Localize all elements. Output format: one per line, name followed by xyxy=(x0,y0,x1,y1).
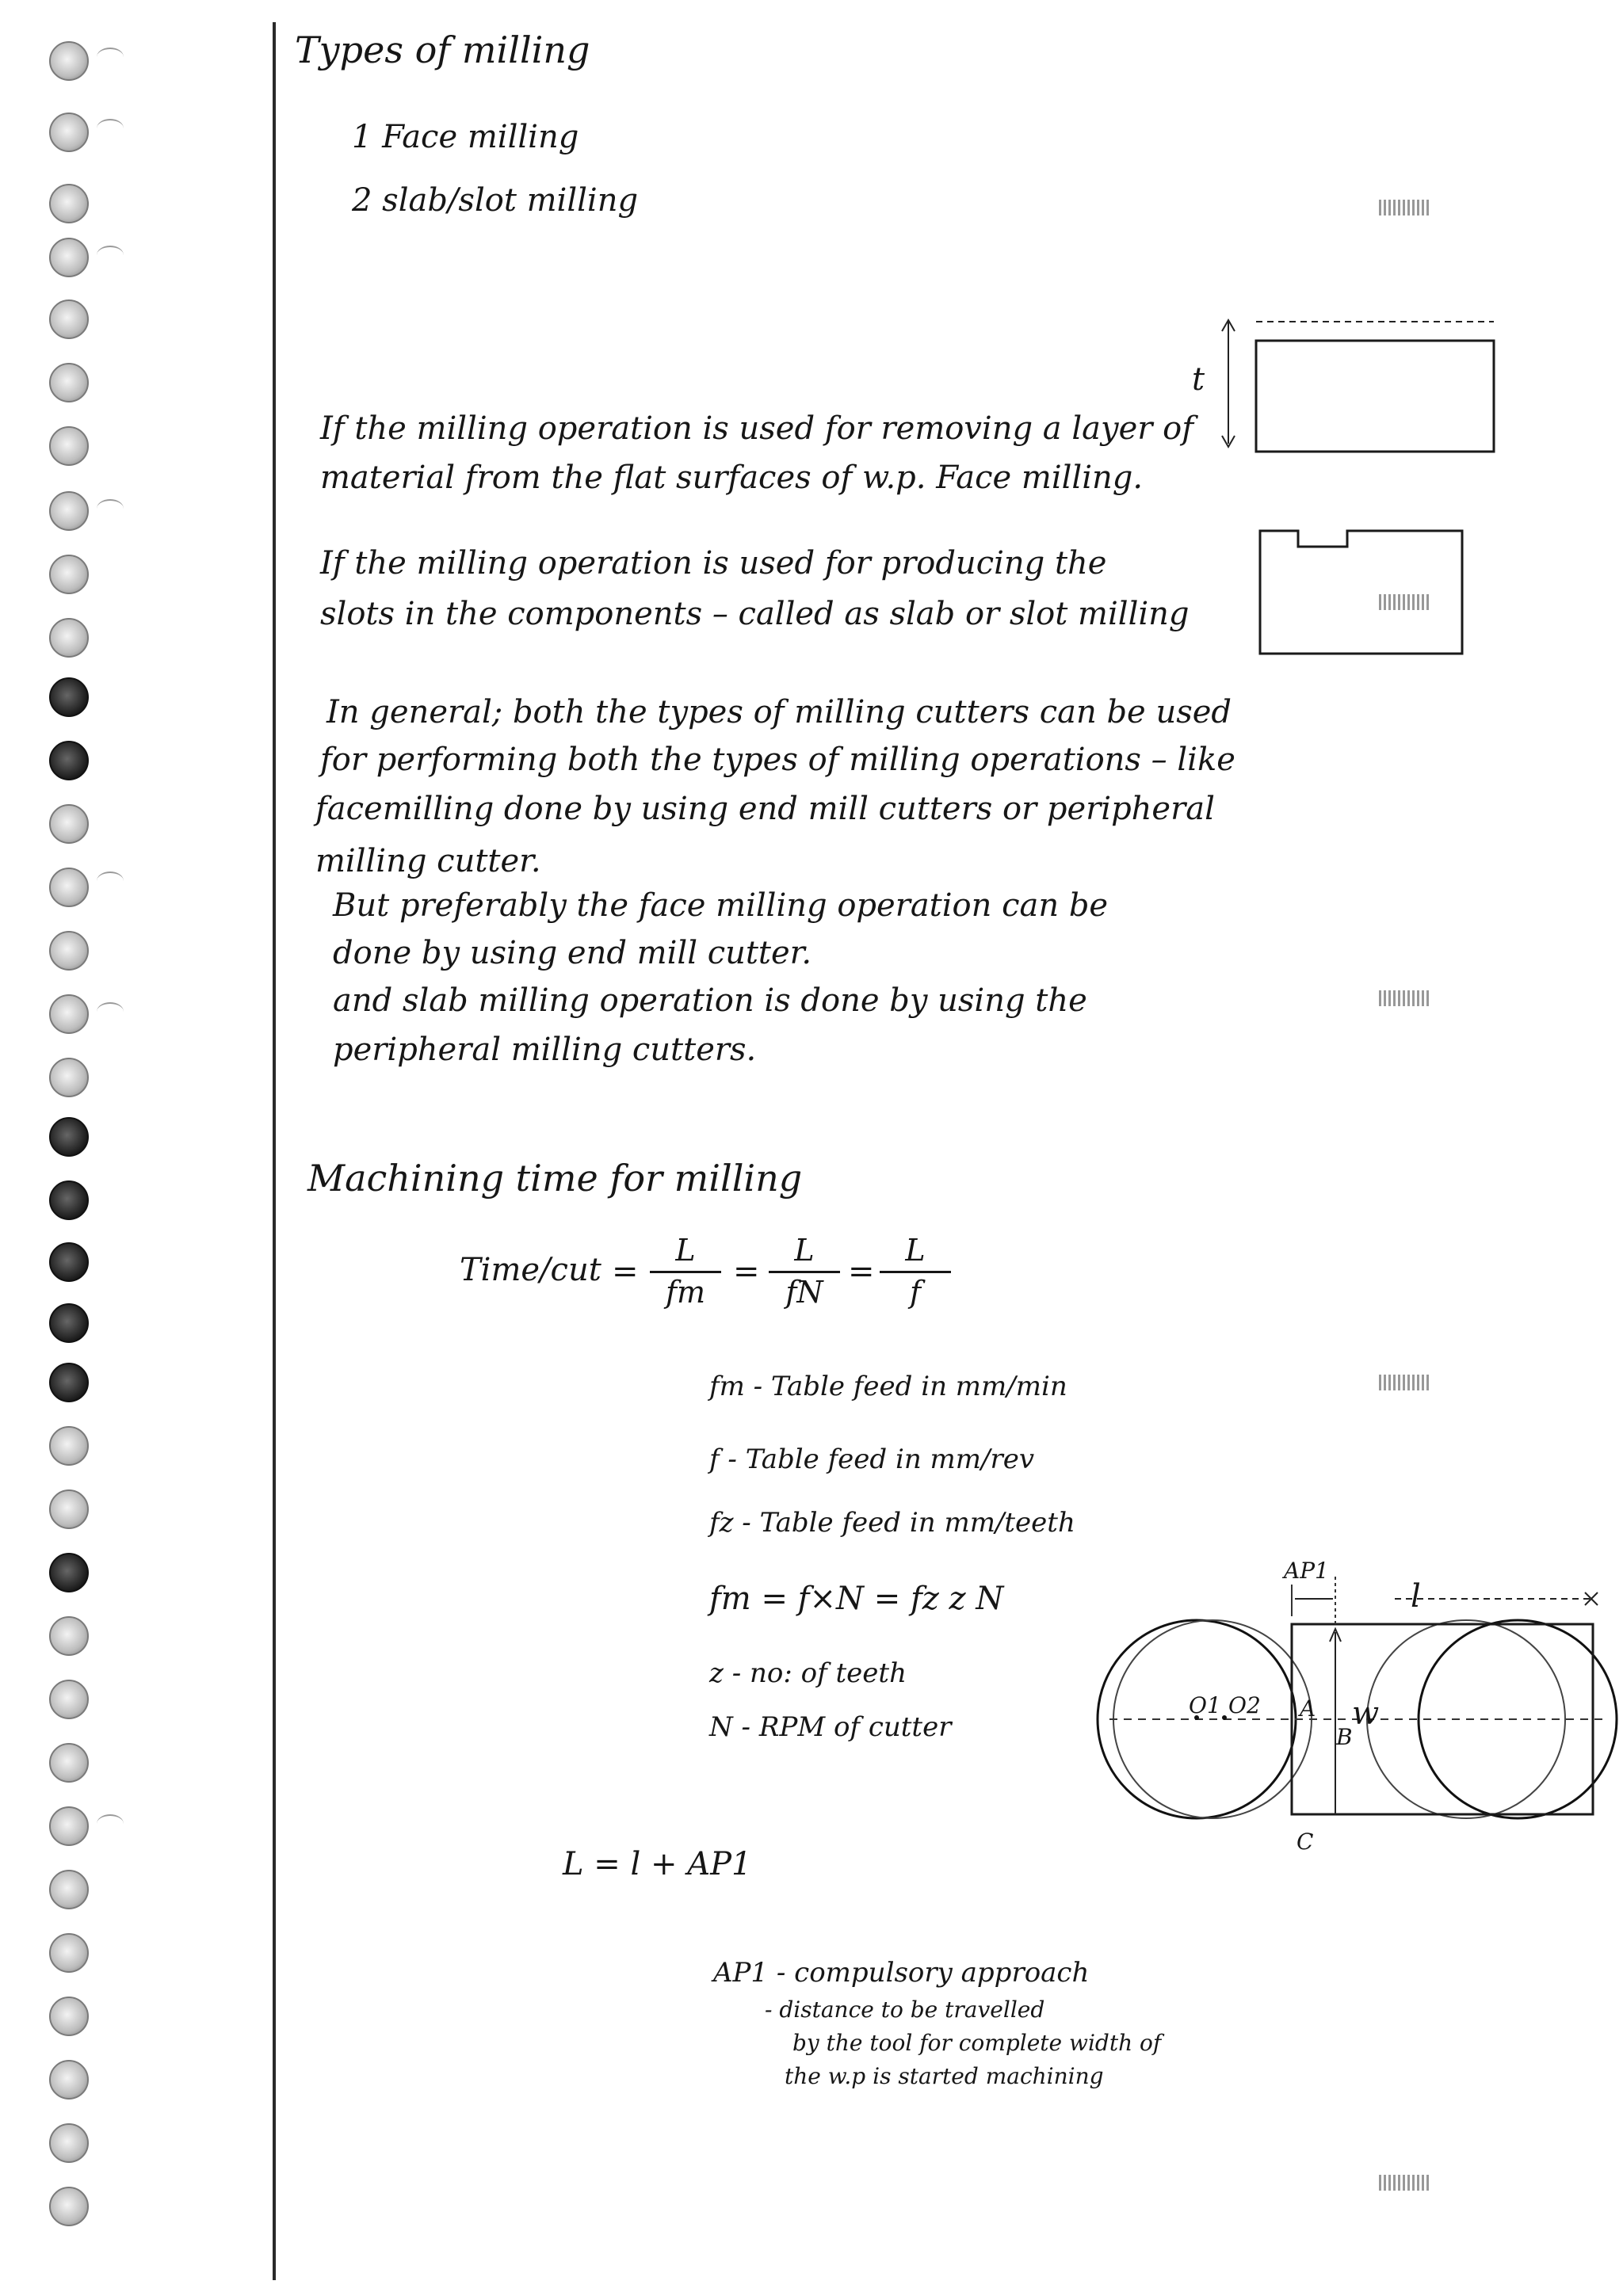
binder-hole xyxy=(49,994,89,1034)
binder-hole xyxy=(49,1806,89,1846)
equals-sign: = xyxy=(848,1253,875,1290)
fraction-denominator: f xyxy=(909,1275,922,1310)
binder-hole xyxy=(49,1870,89,1909)
length-label: l xyxy=(1411,1578,1421,1615)
definition-fz: fz - Table feed in mm/teeth xyxy=(709,1507,1075,1539)
binder-hole xyxy=(49,2123,89,2163)
binder-hole xyxy=(49,1933,89,1973)
hole-arc xyxy=(97,246,124,265)
binder-hole xyxy=(49,41,89,81)
fraction-numerator: L xyxy=(880,1233,951,1273)
binder-hole xyxy=(49,1426,89,1466)
definition-fm: fm - Table feed in mm/min xyxy=(709,1371,1067,1402)
binder-hole xyxy=(49,1743,89,1783)
general-line: milling cutter. xyxy=(315,843,541,879)
fraction-l-fn xyxy=(769,1233,840,1310)
time-per-cut-label: Time/cut xyxy=(460,1252,601,1288)
hole-arc xyxy=(97,871,124,891)
point-a-label: A xyxy=(1300,1695,1316,1722)
point-c-label: C xyxy=(1296,1829,1314,1855)
ap-note-line: AP1 - compulsory approach xyxy=(713,1957,1090,1989)
binder-hole xyxy=(49,1616,89,1656)
binder-hole xyxy=(49,238,89,277)
ap-note-line: - distance to be travelled xyxy=(765,1997,1045,2023)
equals-sign: = xyxy=(733,1253,760,1290)
binder-hole xyxy=(49,113,89,152)
section-title: Machining time for milling xyxy=(307,1157,803,1199)
binder-hole xyxy=(49,1242,89,1282)
hole-arc xyxy=(97,499,124,518)
binder-hole xyxy=(49,1363,89,1402)
definition-n: N - RPM of cutter xyxy=(709,1711,952,1743)
fraction-denominator: fm xyxy=(665,1275,706,1310)
length-formula: L = l + AP1 xyxy=(563,1846,752,1882)
o2-label: O2 xyxy=(1228,1692,1261,1718)
binder-hole xyxy=(49,1058,89,1097)
type-item: 1 Face milling xyxy=(352,119,579,155)
scan-smudge xyxy=(1379,990,1430,1006)
binder-hole xyxy=(49,2060,89,2100)
definition-z: z - no: of teeth xyxy=(709,1657,907,1689)
page-heading: Types of milling xyxy=(295,29,590,71)
binder-hole xyxy=(49,426,89,466)
fraction-denominator: fN xyxy=(785,1275,823,1310)
margin-line xyxy=(273,22,276,2280)
fraction-l-fm xyxy=(650,1233,721,1310)
face-milling-line: material from the flat surfaces of w.p. Face milling. xyxy=(320,460,1144,496)
thickness-label: t xyxy=(1192,361,1205,398)
general-line: and slab milling operation is done by using the xyxy=(333,982,1087,1019)
definition-f: f - Table feed in mm/rev xyxy=(709,1444,1035,1475)
binder-hole xyxy=(49,2187,89,2226)
binder-hole xyxy=(49,741,89,780)
general-line: for performing both the types of milling operations – like xyxy=(320,742,1235,778)
binder-hole xyxy=(49,1180,89,1220)
face-milling-line: If the milling operation is used for removing a layer of xyxy=(320,410,1193,447)
binder-hole xyxy=(49,1553,89,1592)
ap-note-line: the w.p is started machining xyxy=(785,2063,1104,2089)
hole-arc xyxy=(97,1002,124,1021)
center-o2 xyxy=(1222,1715,1227,1720)
binder-hole xyxy=(49,1303,89,1343)
fraction-numerator: L xyxy=(769,1233,840,1273)
slot-milling-line: If the milling operation is used for producing the xyxy=(320,545,1107,582)
general-line: peripheral milling cutters. xyxy=(333,1032,757,1068)
binder-hole xyxy=(49,1117,89,1157)
o1-label: O1 xyxy=(1189,1692,1221,1718)
general-line: But preferably the face milling operation can be xyxy=(333,887,1109,924)
binder-hole xyxy=(49,677,89,717)
face-milling-sketch xyxy=(1205,309,1522,467)
ap-label: AP1 xyxy=(1284,1558,1329,1584)
binder-hole xyxy=(49,804,89,844)
binder-hole xyxy=(49,299,89,339)
fraction-l-f xyxy=(880,1233,951,1310)
hole-arc xyxy=(97,119,124,138)
binder-holes xyxy=(0,0,174,2296)
binder-hole xyxy=(49,555,89,594)
feed-relation: fm = f×N = fz z N xyxy=(709,1581,1004,1617)
binder-hole xyxy=(49,1680,89,1719)
binder-hole xyxy=(49,363,89,402)
general-line: done by using end mill cutter. xyxy=(333,935,812,971)
slot-milling-sketch xyxy=(1244,515,1482,658)
binder-hole xyxy=(49,491,89,531)
hole-arc xyxy=(97,1814,124,1833)
general-line: In general; both the types of milling cutters can be used xyxy=(327,694,1232,730)
fraction-numerator: L xyxy=(650,1233,721,1273)
approach-diagram xyxy=(1094,1577,1617,1909)
binder-hole xyxy=(49,184,89,223)
binder-hole xyxy=(49,1997,89,2036)
binder-hole xyxy=(49,868,89,907)
workpiece-block xyxy=(1256,341,1494,452)
scan-smudge xyxy=(1379,2175,1430,2191)
general-line: facemilling done by using end mill cutters or peripheral xyxy=(315,791,1215,827)
scan-smudge xyxy=(1379,200,1430,215)
ap-note-line: by the tool for complete width of xyxy=(792,2030,1162,2056)
binder-hole xyxy=(49,1489,89,1529)
binder-hole xyxy=(49,931,89,971)
type-item: 2 slab/slot milling xyxy=(352,182,639,219)
width-label: w xyxy=(1352,1695,1380,1732)
binder-hole xyxy=(49,618,89,658)
hole-arc xyxy=(97,48,124,67)
slotted-workpiece xyxy=(1260,531,1462,654)
scan-smudge xyxy=(1379,1375,1430,1390)
slot-milling-line: slots in the components – called as slab or slot milling xyxy=(320,596,1190,632)
point-b-label: B xyxy=(1336,1724,1353,1750)
equals-sign: = xyxy=(612,1253,639,1290)
